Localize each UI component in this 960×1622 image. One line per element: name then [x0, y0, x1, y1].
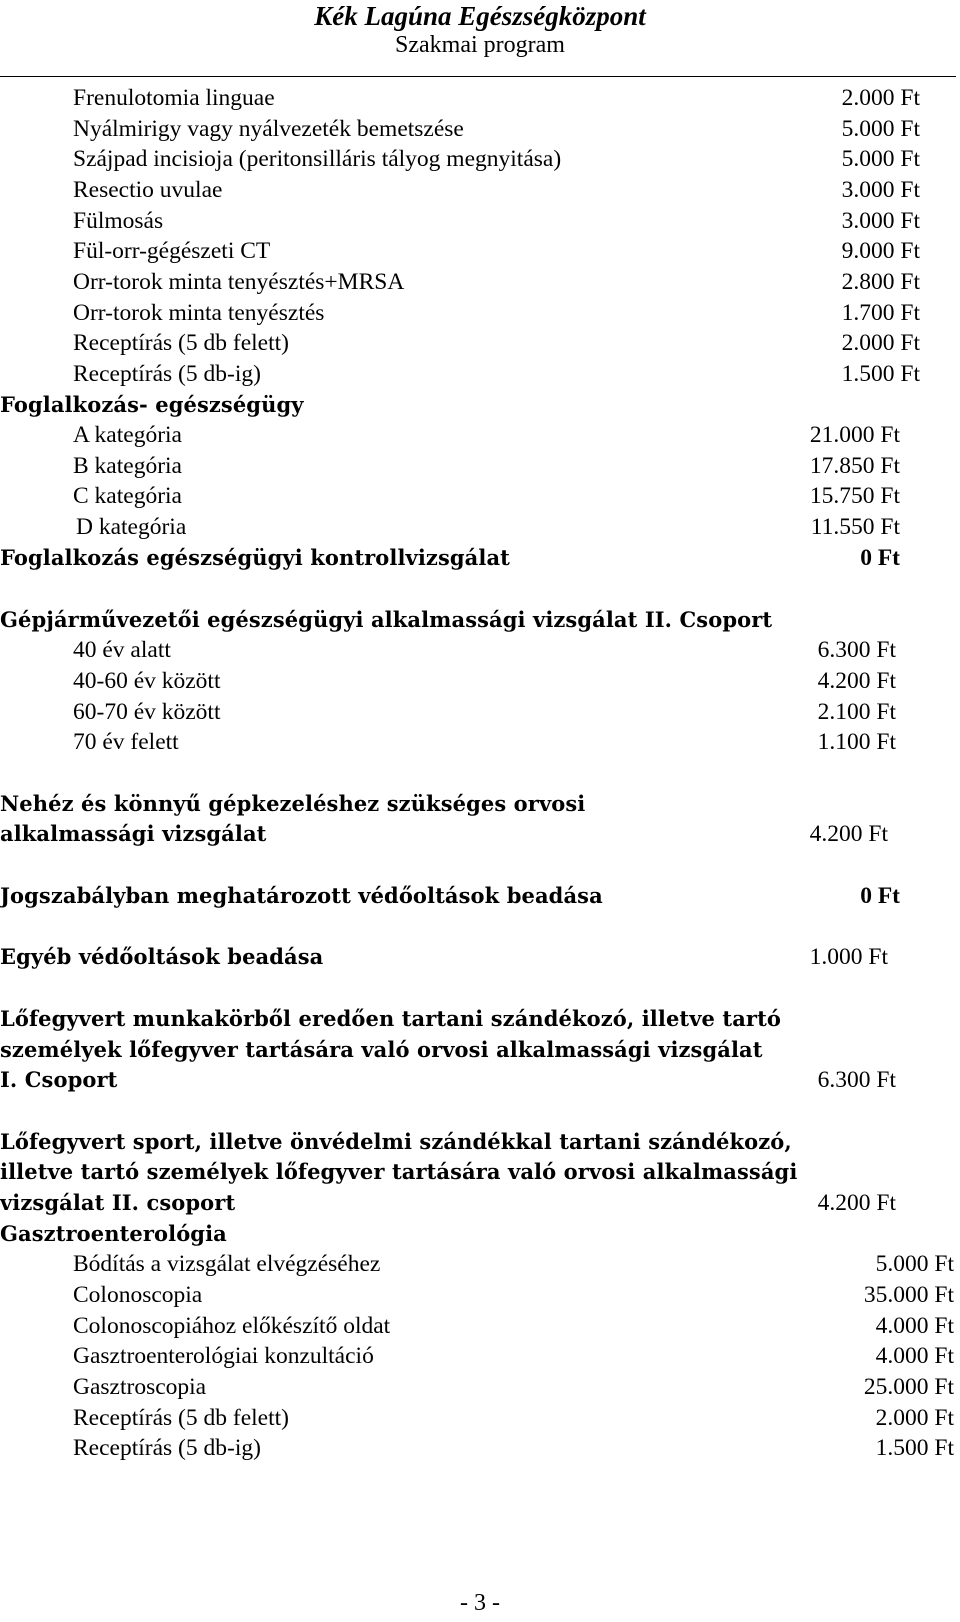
price-row: [0, 1310, 956, 1342]
service-price: 1.000 Ft: [809, 944, 888, 970]
price-row: [0, 419, 956, 451]
section-heading: Foglalkozás- egészségügy: [0, 392, 304, 417]
price-row: [0, 665, 956, 697]
service-price: 4.000 Ft: [875, 1343, 954, 1369]
service-price: 4.200 Ft: [809, 821, 888, 847]
service-label: Jogszabályban meghatározott védőoltások beadása: [0, 883, 603, 908]
price-row: [0, 1402, 956, 1434]
service-label: Lőfegyvert munkakörből eredően tartani szándékozó, illetve tartó: [0, 1006, 781, 1031]
service-price: 25.000 Ft: [863, 1374, 954, 1400]
price-row: [0, 143, 956, 175]
category-price: 15.750 Ft: [809, 483, 900, 509]
age-group-label: 40 év alatt: [73, 637, 171, 663]
service-label: Receptírás (5 db felett): [73, 330, 289, 356]
price-row: [0, 1371, 956, 1403]
center-name: Kék Lagúna Egészségközpont: [314, 1, 646, 31]
category-price: 21.000 Ft: [809, 422, 900, 448]
service-label: Gasztroscopia: [73, 1374, 207, 1400]
service-text-row: [0, 1126, 956, 1158]
price-row: [0, 726, 956, 758]
service-label: Colonoscopia: [73, 1282, 203, 1308]
service-label: Receptírás (5 db-ig): [73, 1435, 261, 1461]
service-label: Lőfegyvert sport, illetve önvédelmi szándékkal tartani szándékozó,: [0, 1129, 792, 1154]
page-number: - 3 -: [460, 1590, 500, 1616]
service-label: I. Csoport: [0, 1067, 118, 1092]
service-price: 5.000 Ft: [875, 1251, 954, 1277]
service-label: Resectio uvulae: [73, 177, 223, 203]
service-label: Receptírás (5 db felett): [73, 1405, 289, 1431]
service-label: Orr-torok minta tenyésztés: [73, 300, 325, 326]
service-price: 5.000 Ft: [841, 146, 920, 172]
service-price: 2.000 Ft: [841, 330, 920, 356]
service-price: 1.500 Ft: [875, 1435, 954, 1461]
section-heading: Gépjárművezetői egészségügyi alkalmassági vizsgálat II. Csoport: [0, 607, 773, 632]
price-row: [0, 1248, 956, 1280]
age-group-label: 70 év felett: [73, 729, 179, 755]
category-label: D kategória: [76, 514, 187, 540]
price-row: [0, 174, 956, 206]
category-price: 11.550 Ft: [810, 514, 900, 540]
service-label: Nyálmirigy vagy nyálvezeték bemetszése: [73, 116, 464, 142]
section-heading-row: [0, 389, 956, 421]
age-group-price: 4.200 Ft: [817, 668, 896, 694]
category-label: A kategória: [73, 422, 182, 448]
service-text-row: [0, 1034, 956, 1066]
price-row: [0, 511, 956, 543]
price-row: [0, 480, 956, 512]
price-row: [0, 880, 956, 912]
section-heading: Gasztroenterológia: [0, 1221, 227, 1246]
service-label: Frenulotomia linguae: [73, 85, 275, 111]
price-row: [0, 297, 956, 329]
service-label: Fül-orr-gégészeti CT: [73, 238, 271, 264]
price-row: [0, 1340, 956, 1372]
service-label: Colonoscopiához előkészítő oldat: [73, 1313, 391, 1339]
service-price: 2.000 Ft: [841, 85, 920, 111]
service-price: 1.700 Ft: [841, 300, 920, 326]
price-row: [0, 450, 956, 482]
service-label: Gasztroenterológiai konzultáció: [73, 1343, 374, 1369]
price-row: [0, 113, 956, 145]
category-price: 17.850 Ft: [809, 453, 900, 479]
service-label: Receptírás (5 db-ig): [73, 361, 261, 387]
price-row: [0, 696, 956, 728]
service-price: 5.000 Ft: [841, 116, 920, 142]
section-heading-row: [0, 604, 956, 636]
service-price: 0 Ft: [860, 545, 900, 571]
service-label: Orr-torok minta tenyésztés+MRSA: [73, 269, 405, 295]
header-divider: [0, 76, 956, 77]
price-row: [0, 1279, 956, 1311]
price-row: [0, 941, 956, 973]
service-label: Bódítás a vizsgálat elvégzéséhez: [73, 1251, 381, 1277]
age-group-label: 40-60 év között: [73, 668, 221, 694]
service-price: 0 Ft: [860, 883, 900, 909]
price-row: [0, 205, 956, 237]
document-subtitle: Szakmai program: [395, 32, 565, 58]
price-row: [0, 1432, 956, 1464]
age-group-label: 60-70 év között: [73, 699, 221, 725]
service-label: Szájpad incisioja (peritonsilláris tályog megnyitása): [73, 146, 562, 172]
service-price: 35.000 Ft: [863, 1282, 954, 1308]
price-row: [0, 542, 956, 574]
category-label: B kategória: [73, 453, 182, 479]
price-row: [0, 235, 956, 267]
service-price: 4.200 Ft: [817, 1190, 896, 1216]
price-row: [0, 266, 956, 298]
service-label: Foglalkozás egészségügyi kontrollvizsgálat: [0, 545, 510, 570]
service-label: alkalmassági vizsgálat: [0, 821, 267, 846]
service-price: 6.300 Ft: [817, 1067, 896, 1093]
service-label: vizsgálat II. csoport: [0, 1190, 236, 1215]
price-row: [0, 1064, 956, 1096]
age-group-price: 6.300 Ft: [817, 637, 896, 663]
service-price: 9.000 Ft: [841, 238, 920, 264]
age-group-price: 2.100 Ft: [817, 699, 896, 725]
service-price: 3.000 Ft: [841, 208, 920, 234]
service-price: 2.800 Ft: [841, 269, 920, 295]
price-row: [0, 82, 956, 114]
price-row: [0, 1187, 956, 1219]
service-label: Egyéb védőoltások beadása: [0, 944, 324, 969]
price-row: [0, 818, 956, 850]
service-price: 4.000 Ft: [875, 1313, 954, 1339]
service-price: 3.000 Ft: [841, 177, 920, 203]
price-row: [0, 634, 956, 666]
service-price: 1.500 Ft: [841, 361, 920, 387]
service-price: 2.000 Ft: [875, 1405, 954, 1431]
service-label: Nehéz és könnyű gépkezeléshez szükséges orvosi: [0, 791, 586, 816]
price-row: [0, 327, 956, 359]
service-text-row: [0, 1003, 956, 1035]
age-group-price: 1.100 Ft: [817, 729, 896, 755]
service-label: Fülmosás: [73, 208, 164, 234]
service-text-row: [0, 788, 956, 820]
category-label: C kategória: [73, 483, 182, 509]
section-heading-row: [0, 1218, 956, 1250]
service-text-row: [0, 1156, 956, 1188]
service-label: illetve tartó személyek lőfegyver tartására való orvosi alkalmassági: [0, 1159, 798, 1184]
price-row: [0, 358, 956, 390]
service-label: személyek lőfegyver tartására való orvosi alkalmassági vizsgálat: [0, 1037, 763, 1062]
